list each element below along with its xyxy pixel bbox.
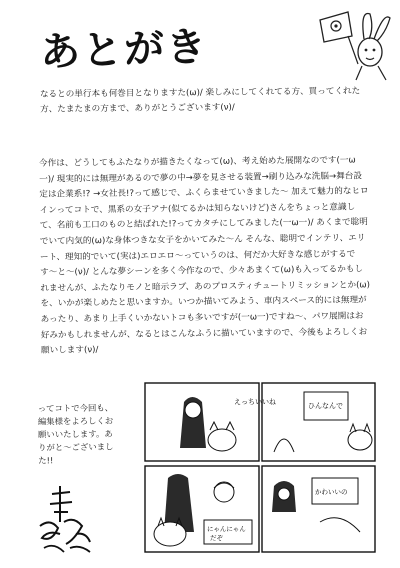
main-paragraph: 今作は、どうしてもふたなりが描きたくなって(ω)、考え始めた展開なのです(一ω一)/ 現実的には無理があるので夢の中→夢を見させる装置→刷り込みな洗脳→舞台設定は企業系!? →女社長!?って感じで、ふくらませていきました〜 加えて魅力的なヒロインってコトで、黒系の女子アナ(似てるかは知らないけど)さんをちょっと意識して、名前も工口のものと結ばれた!?ってカタチにしてみました(一ω一)/ あくまで聡明でいて内気的(ω)な身体つきな女子をかいてみた〜ん そんな、聡明でインテリ、エリート、理知的でいて(実は)エロエロ〜っていうのは、何だか大好きな感じがするです〜と〜(ν)/ とんな夢シーンを多く今作なので、少々あまくて(ω)も入ってるかもしれませんが、ふたなりモノと暗示ラブ、あのプロスティチュートリミッションとか(ω)を、いかが楽しめたと思いますか。いつか描いてみよう、車内スペース的には無理があったり、あまり上手くいかないトコも多いですが(一ω一)ですね〜、パワ展開はお好みかもしれませんが、なるとはこんなふうに描いていますので、今後もよろしくお願いします(ν)/ bbox=[38, 155, 371, 356]
closing-paragraph: ってコトで今回も、編集様をよろしくお願いいたします。ありがと〜ございました!! bbox=[37, 402, 114, 466]
comic-strip bbox=[144, 382, 376, 554]
intro-paragraph: なるとの単行本も何巻目となりますた(ω)/ 楽しみにしてくれてる方、買ってくれた方、たまたまの方まで、ありがとうございます(ν)/ bbox=[39, 86, 361, 115]
comic-text-1: えっちいいね bbox=[234, 398, 276, 406]
page-title: あとがき bbox=[39, 24, 209, 76]
comic-text-4: にゃんにゃん bbox=[207, 525, 246, 533]
comic-text-3: かわいいの bbox=[315, 488, 348, 496]
comic-text-2: ひんなんで bbox=[308, 402, 343, 410]
handwritten-signature bbox=[30, 482, 100, 558]
comic-text-5: だぞ bbox=[210, 534, 223, 542]
bunny-doodle-icon bbox=[300, 4, 396, 84]
